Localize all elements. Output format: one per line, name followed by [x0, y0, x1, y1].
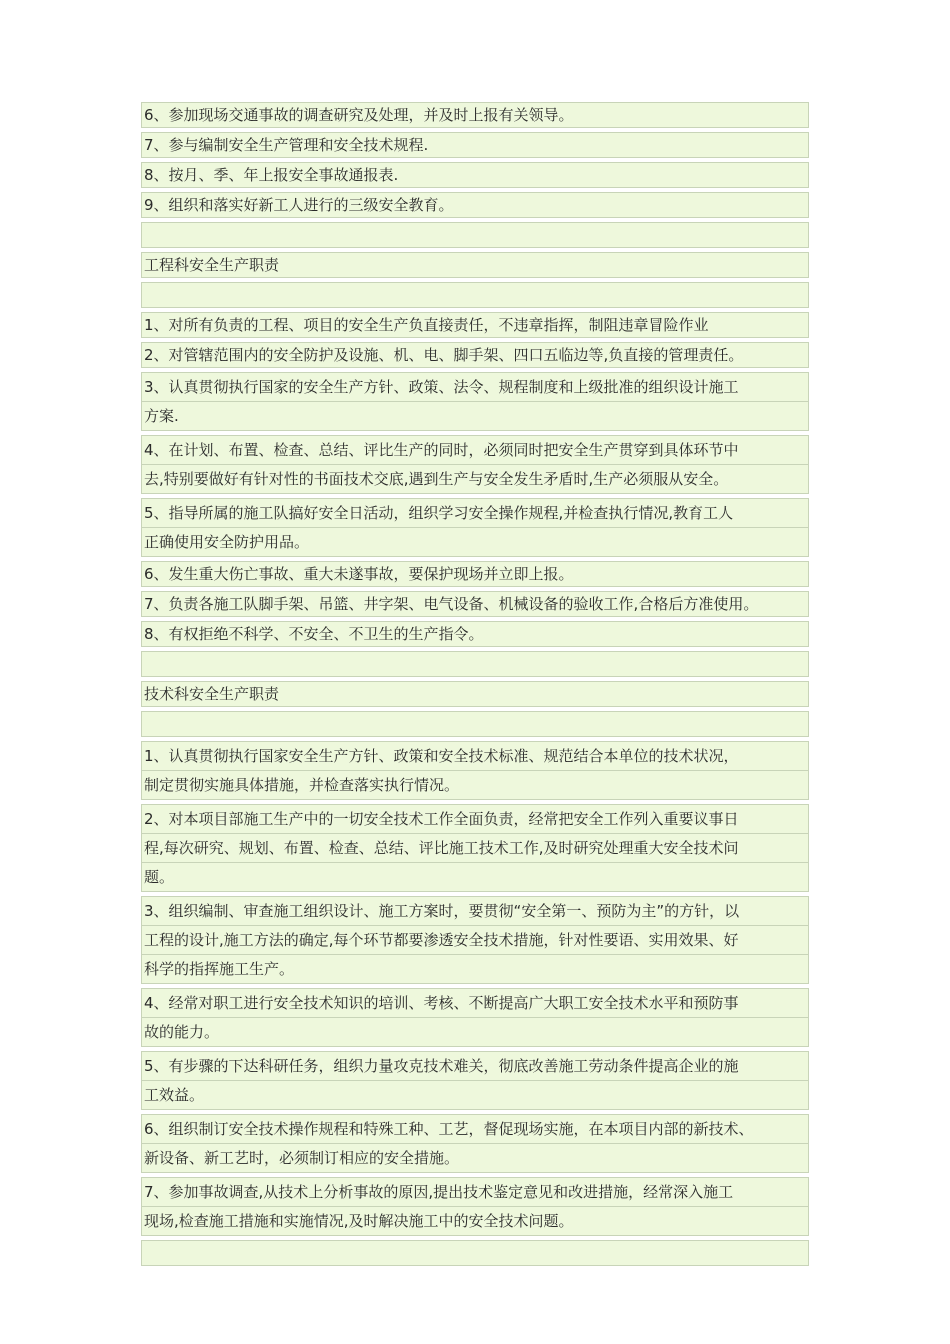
text-line: 6、组织制订安全技术操作规程和特殊工种、工艺，督促现场实施，在本项目内部的新技术、: [142, 1115, 808, 1144]
text-line: 1、认真贯彻执行国家安全生产方针、政策和安全技术标准、规范结合本单位的技术状况，: [142, 742, 808, 771]
text-line: [144, 1241, 806, 1265]
text-line: 9、组织和落实好新工人进行的三级安全教育。: [144, 196, 454, 214]
duty-item: [141, 804, 809, 892]
text-line: 7、参加事故调查,从技术上分析事故的原因,提出技术鉴定意见和改进措施，经常深入施工: [142, 1178, 808, 1207]
text-line: 现场,检查施工措施和实施情况,及时解决施工中的安全技术问题。: [144, 1212, 574, 1230]
duty-item: [141, 741, 809, 800]
text-line: 科学的指挥施工生产。: [144, 960, 295, 978]
text-line: 7、负责各施工队脚手架、吊篮、井字架、电气设备、机械设备的验收工作,合格后方准使用。: [144, 595, 759, 613]
empty-row: [141, 711, 809, 737]
text-line: 工程科安全生产职责: [144, 256, 280, 274]
empty-row: [141, 651, 809, 677]
duty-item: [141, 102, 809, 128]
duty-item: [141, 342, 809, 368]
duty-item: [141, 988, 809, 1047]
text-line: [144, 652, 806, 676]
text-line: 1、对所有负责的工程、项目的安全生产负直接责任，不违章指挥，制阻违章冒险作业: [144, 316, 709, 334]
duty-item: [141, 192, 809, 218]
text-line: 6、发生重大伤亡事故、重大未遂事故，要保护现场并立即上报。: [144, 565, 574, 583]
text-line: 8、有权拒绝不科学、不安全、不卫生的生产指令。: [144, 625, 484, 643]
text-line: 6、参加现场交通事故的调查研究及处理，并及时上报有关领导。: [144, 106, 574, 124]
text-line: 制定贯彻实施具体措施，并检查落实执行情况。: [144, 776, 460, 794]
empty-row: [141, 1240, 809, 1266]
duty-item: [141, 1114, 809, 1173]
empty-row: [141, 282, 809, 308]
text-line: 8、按月、季、年上报安全事故通报表.: [144, 166, 399, 184]
text-line: 新设备、新工艺时，必须制订相应的安全措施。: [144, 1149, 460, 1167]
text-line: 故的能力。: [144, 1023, 220, 1041]
text-line: 2、对本项目部施工生产中的一切安全技术工作全面负责，经常把安全工作列入重要议事日: [142, 805, 808, 834]
duty-item: [141, 561, 809, 587]
text-line: 方案.: [144, 407, 179, 425]
text-line: [144, 223, 806, 247]
text-line: 技术科安全生产职责: [144, 685, 280, 703]
text-line: [144, 283, 806, 307]
text-line: 5、指导所属的施工队搞好安全日活动，组织学习安全操作规程,并检查执行情况,教育工人: [142, 499, 808, 528]
text-line: 4、经常对职工进行安全技术知识的培训、考核、不断提高广大职工安全技术水平和预防事: [142, 989, 808, 1018]
text-line: 3、认真贯彻执行国家的安全生产方针、政策、法令、规程制度和上级批准的组织设计施工: [142, 373, 808, 402]
duty-item: [141, 372, 809, 431]
empty-row: [141, 222, 809, 248]
text-line: [144, 712, 806, 736]
section-heading: [141, 681, 809, 707]
text-line: 工程的设计,施工方法的确定,每个环节都要渗透安全技术措施，针对性要语、实用效果、好: [142, 926, 808, 955]
text-line: 7、参与编制安全生产管理和安全技术规程.: [144, 136, 429, 154]
text-line: 4、在计划、布置、检查、总结、评比生产的同时，必须同时把安全生产贯穿到具体环节中: [142, 436, 808, 465]
text-line: 去,特别要做好有针对性的书面技术交底,遇到生产与安全发生矛盾时,生产必须服从安全。: [144, 470, 729, 488]
text-line: 程,每次研究、规划、布置、检查、总结、评比施工技术工作,及时研究处理重大安全技术问: [142, 834, 808, 863]
duty-item: [141, 498, 809, 557]
section-heading: [141, 252, 809, 278]
text-line: 工效益。: [144, 1086, 205, 1104]
text-line: 3、组织编制、审查施工组织设计、施工方案时，要贯彻“安全第一、预防为主”的方针，以: [142, 897, 808, 926]
duty-item: [141, 132, 809, 158]
duty-item: [141, 1051, 809, 1110]
text-line: 正确使用安全防护用品。: [144, 533, 310, 551]
duty-item: [141, 591, 809, 617]
text-line: 题。: [144, 868, 175, 886]
duty-item: [141, 896, 809, 984]
duty-item: [141, 435, 809, 494]
document-body: [141, 102, 809, 1270]
duty-item: [141, 1177, 809, 1236]
text-line: 5、有步骤的下达科研任务，组织力量攻克技术难关，彻底改善施工劳动条件提高企业的施: [142, 1052, 808, 1081]
duty-item: [141, 621, 809, 647]
duty-item: [141, 162, 809, 188]
duty-item: [141, 312, 809, 338]
text-line: 2、对管辖范围内的安全防护及设施、机、电、脚手架、四口五临边等,负直接的管理责任。: [144, 346, 744, 364]
